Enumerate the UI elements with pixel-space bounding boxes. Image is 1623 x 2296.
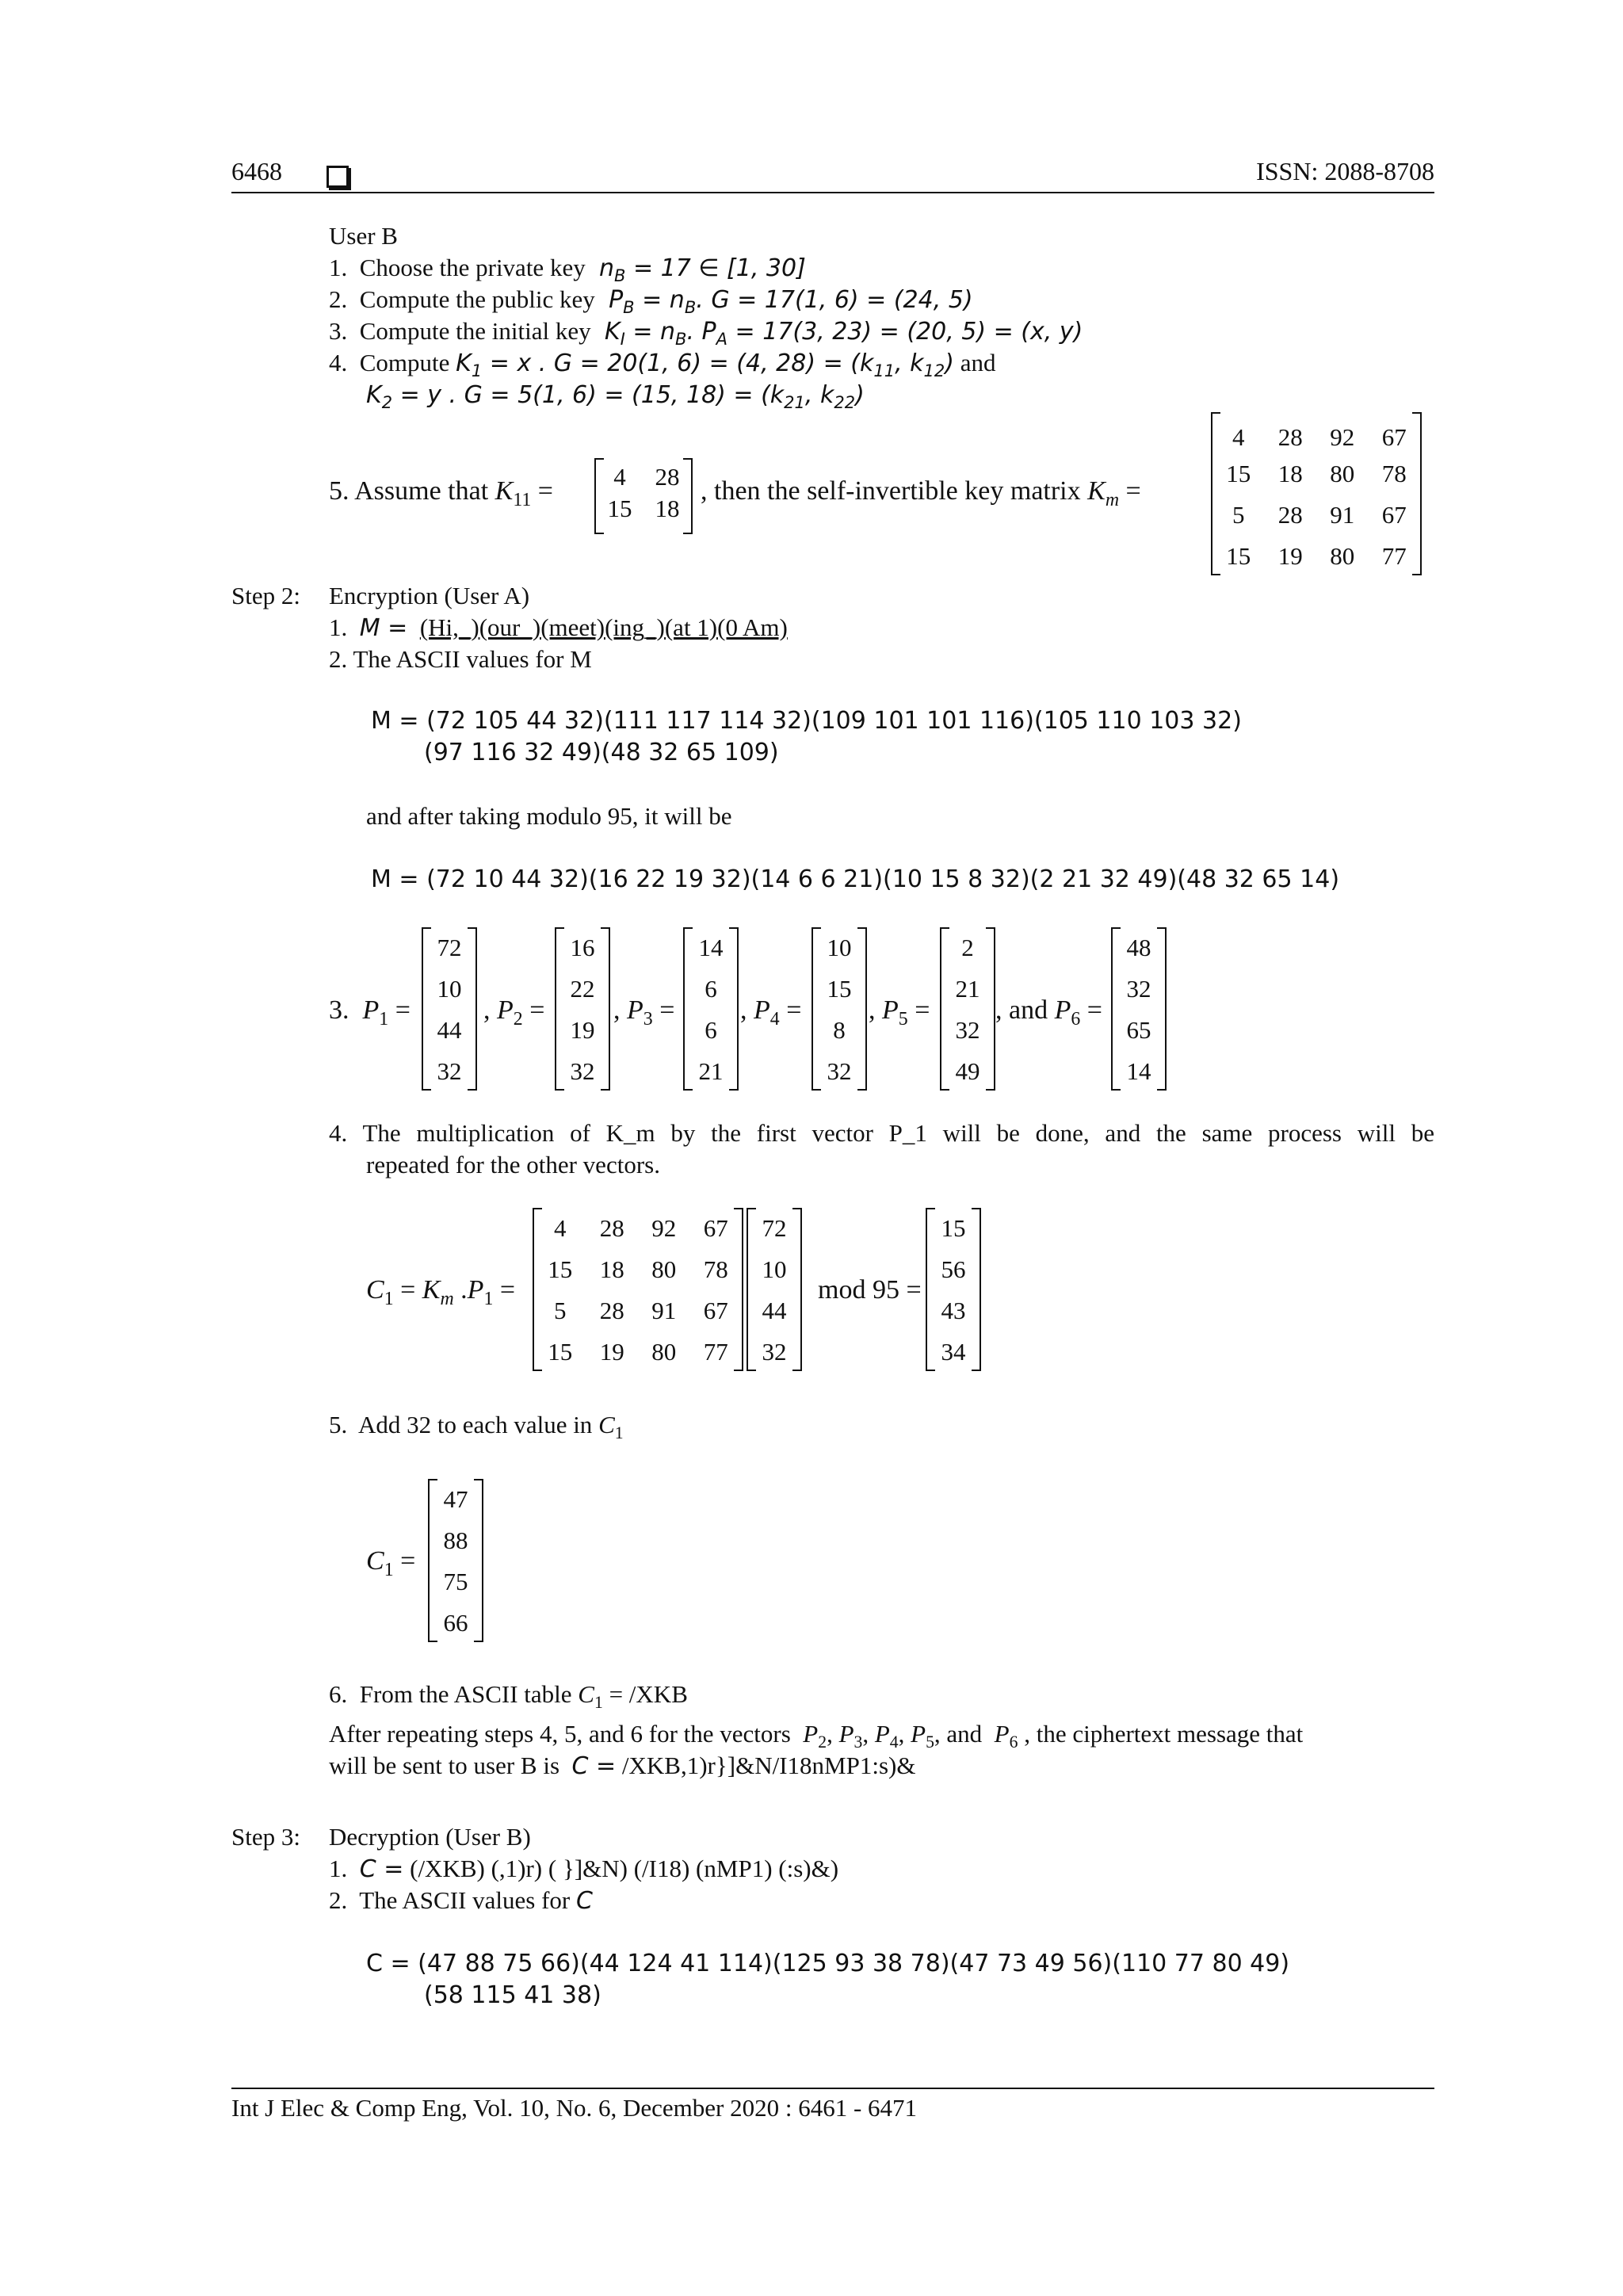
item3-label: 3. $P_1$ = bbox=[329, 995, 411, 1030]
step2-item-6: 6. From the ASCII table $C_1 = /XKB$ bbox=[329, 1680, 688, 1713]
step2-item-5: 5. Add 32 to each value in $C_1$ bbox=[329, 1411, 624, 1443]
ascii-c-line2: (58 115 41 38) bbox=[424, 1981, 601, 2009]
p3-label: , $P_3$ = bbox=[613, 995, 675, 1030]
footer-citation: Int J Elec & Comp Eng, Vol. 10, No. 6, December 2020 : 6461 - 6471 bbox=[231, 2094, 918, 2122]
vector-p3: 14 6 6 21 bbox=[683, 927, 739, 1091]
vector-p1-multiply: 72 10 44 32 bbox=[747, 1208, 802, 1371]
step2-item-4-line1: 4. The multiplication of K_m by the first vector P_1 will be done, and the same process will be bbox=[329, 1119, 1434, 1147]
c1-label: $C_1$ = bbox=[366, 1546, 416, 1580]
issn: ISSN: 2088-8708 bbox=[1256, 157, 1434, 185]
userb-item-3: 3. Compute the initial key $K_I = n_B$. $P_A = 17(3$, 23) = (20, 5) = (x, y) bbox=[329, 317, 1083, 349]
userb-item-4b: $K_2 = y$ . G = 5(1, 6) = (15, $18) = (k_{21}$, $k_{22}$) bbox=[366, 381, 865, 412]
p6-label: , and $P_6$ = bbox=[995, 995, 1102, 1030]
repeat-line-2: will be sent to user B is C = /XKB,1)r}]&N/I18nMP1:s)& bbox=[329, 1752, 916, 1780]
userb-title: User B bbox=[329, 222, 398, 250]
step3-title: Decryption (User B) bbox=[329, 1823, 531, 1851]
c1-equation-label: $C_1 = K_m$ $.P_1$ = bbox=[366, 1275, 516, 1309]
vector-p2: 16 22 19 32 bbox=[555, 927, 610, 1091]
repeat-line-1: After repeating steps 4, 5, and 6 for the vectors $P_2$, $P_3$, $P_4$, $P_5$, and $P_6$ , the ciphertext message that bbox=[329, 1720, 1304, 1752]
p2-label: , $P_2$ = bbox=[483, 995, 545, 1030]
mod95-label: mod 95 = bbox=[818, 1275, 922, 1305]
step3-label: Step 3: bbox=[231, 1823, 300, 1851]
item5-mid: , then the self-invertible key matrix $K_m$ = bbox=[701, 476, 1141, 510]
header-rule bbox=[231, 192, 1434, 193]
step2-title: Encryption (User A) bbox=[329, 582, 530, 609]
item5-lead: 5. Assume that $K_{11}$ = bbox=[329, 476, 553, 510]
step2-label: Step 2: bbox=[231, 582, 300, 609]
matrix-km: 4 28 92 67 15 18 80 78 5 28 91 67 15 19 80 77 bbox=[1211, 412, 1422, 575]
p5-label: , $P_5$ = bbox=[869, 995, 930, 1030]
step2-item-2: 2. The ASCII values for M bbox=[329, 645, 592, 673]
ascii-m-line2: (97 116 32 49)(48 32 65 109) bbox=[424, 739, 779, 766]
step3-item-1: 1. C = (/XKB) (,1)r) ( }]&N) (/I18) (nMP1) (:s)&) bbox=[329, 1855, 839, 1883]
mod-text: and after taking modulo 95, it will be bbox=[366, 802, 732, 830]
p4-label: , $P_4$ = bbox=[740, 995, 802, 1030]
page-number: 6468 bbox=[231, 157, 282, 185]
matrix-km-multiply: 4 28 92 67 15 18 80 78 5 28 91 67 15 19 80 77 bbox=[533, 1208, 743, 1371]
mod-m-line: M = (72 10 44 32)(16 22 19 32)(14 6 6 21)(10 15 8 32)(2 21 32 49)(48 32 65 14) bbox=[371, 865, 1340, 893]
footer-rule bbox=[231, 2088, 1434, 2089]
vector-c1-result: 15 56 43 34 bbox=[926, 1208, 981, 1371]
vector-p1: 72 10 44 32 bbox=[422, 927, 477, 1091]
vector-p5: 2 21 32 49 bbox=[940, 927, 995, 1091]
vector-c1-plus32: 47 88 75 66 bbox=[428, 1479, 483, 1642]
square-bullet-icon bbox=[327, 159, 349, 190]
vector-p6: 48 32 65 14 bbox=[1111, 927, 1167, 1091]
userb-item-1: 1. Choose the private key $n_B = 17$ ∈ [1, 30] bbox=[329, 254, 806, 285]
step3-item-2: 2. The ASCII values for C bbox=[329, 1886, 593, 1915]
vector-p4: 10 15 8 32 bbox=[812, 927, 867, 1091]
ascii-c-line1: C = (47 88 75 66)(44 124 41 114)(125 93 38 78)(47 73 49 56)(110 77 80 49) bbox=[366, 1950, 1290, 1977]
userb-item-2: 2. Compute the public key $P_B = n_B$. G = 17(1, 6) = (24, 5) bbox=[329, 285, 973, 317]
step2-item-4-line2: repeated for the other vectors. bbox=[366, 1151, 660, 1179]
userb-item-4: 4. Compute $K_1 = x$ . G = 20(1, 6) = (4, $28) = (k_{11}$, $k_{12}$) and bbox=[329, 349, 996, 380]
ascii-m-line1: M = (72 105 44 32)(111 117 114 32)(109 101 101 116)(105 110 103 32) bbox=[371, 707, 1242, 735]
step2-item-1: 1. M = (Hi,_)(our_)(meet)(ing_)(at 1)(0 Am) bbox=[329, 613, 788, 642]
matrix-k11: 4 28 15 18 bbox=[594, 458, 693, 534]
